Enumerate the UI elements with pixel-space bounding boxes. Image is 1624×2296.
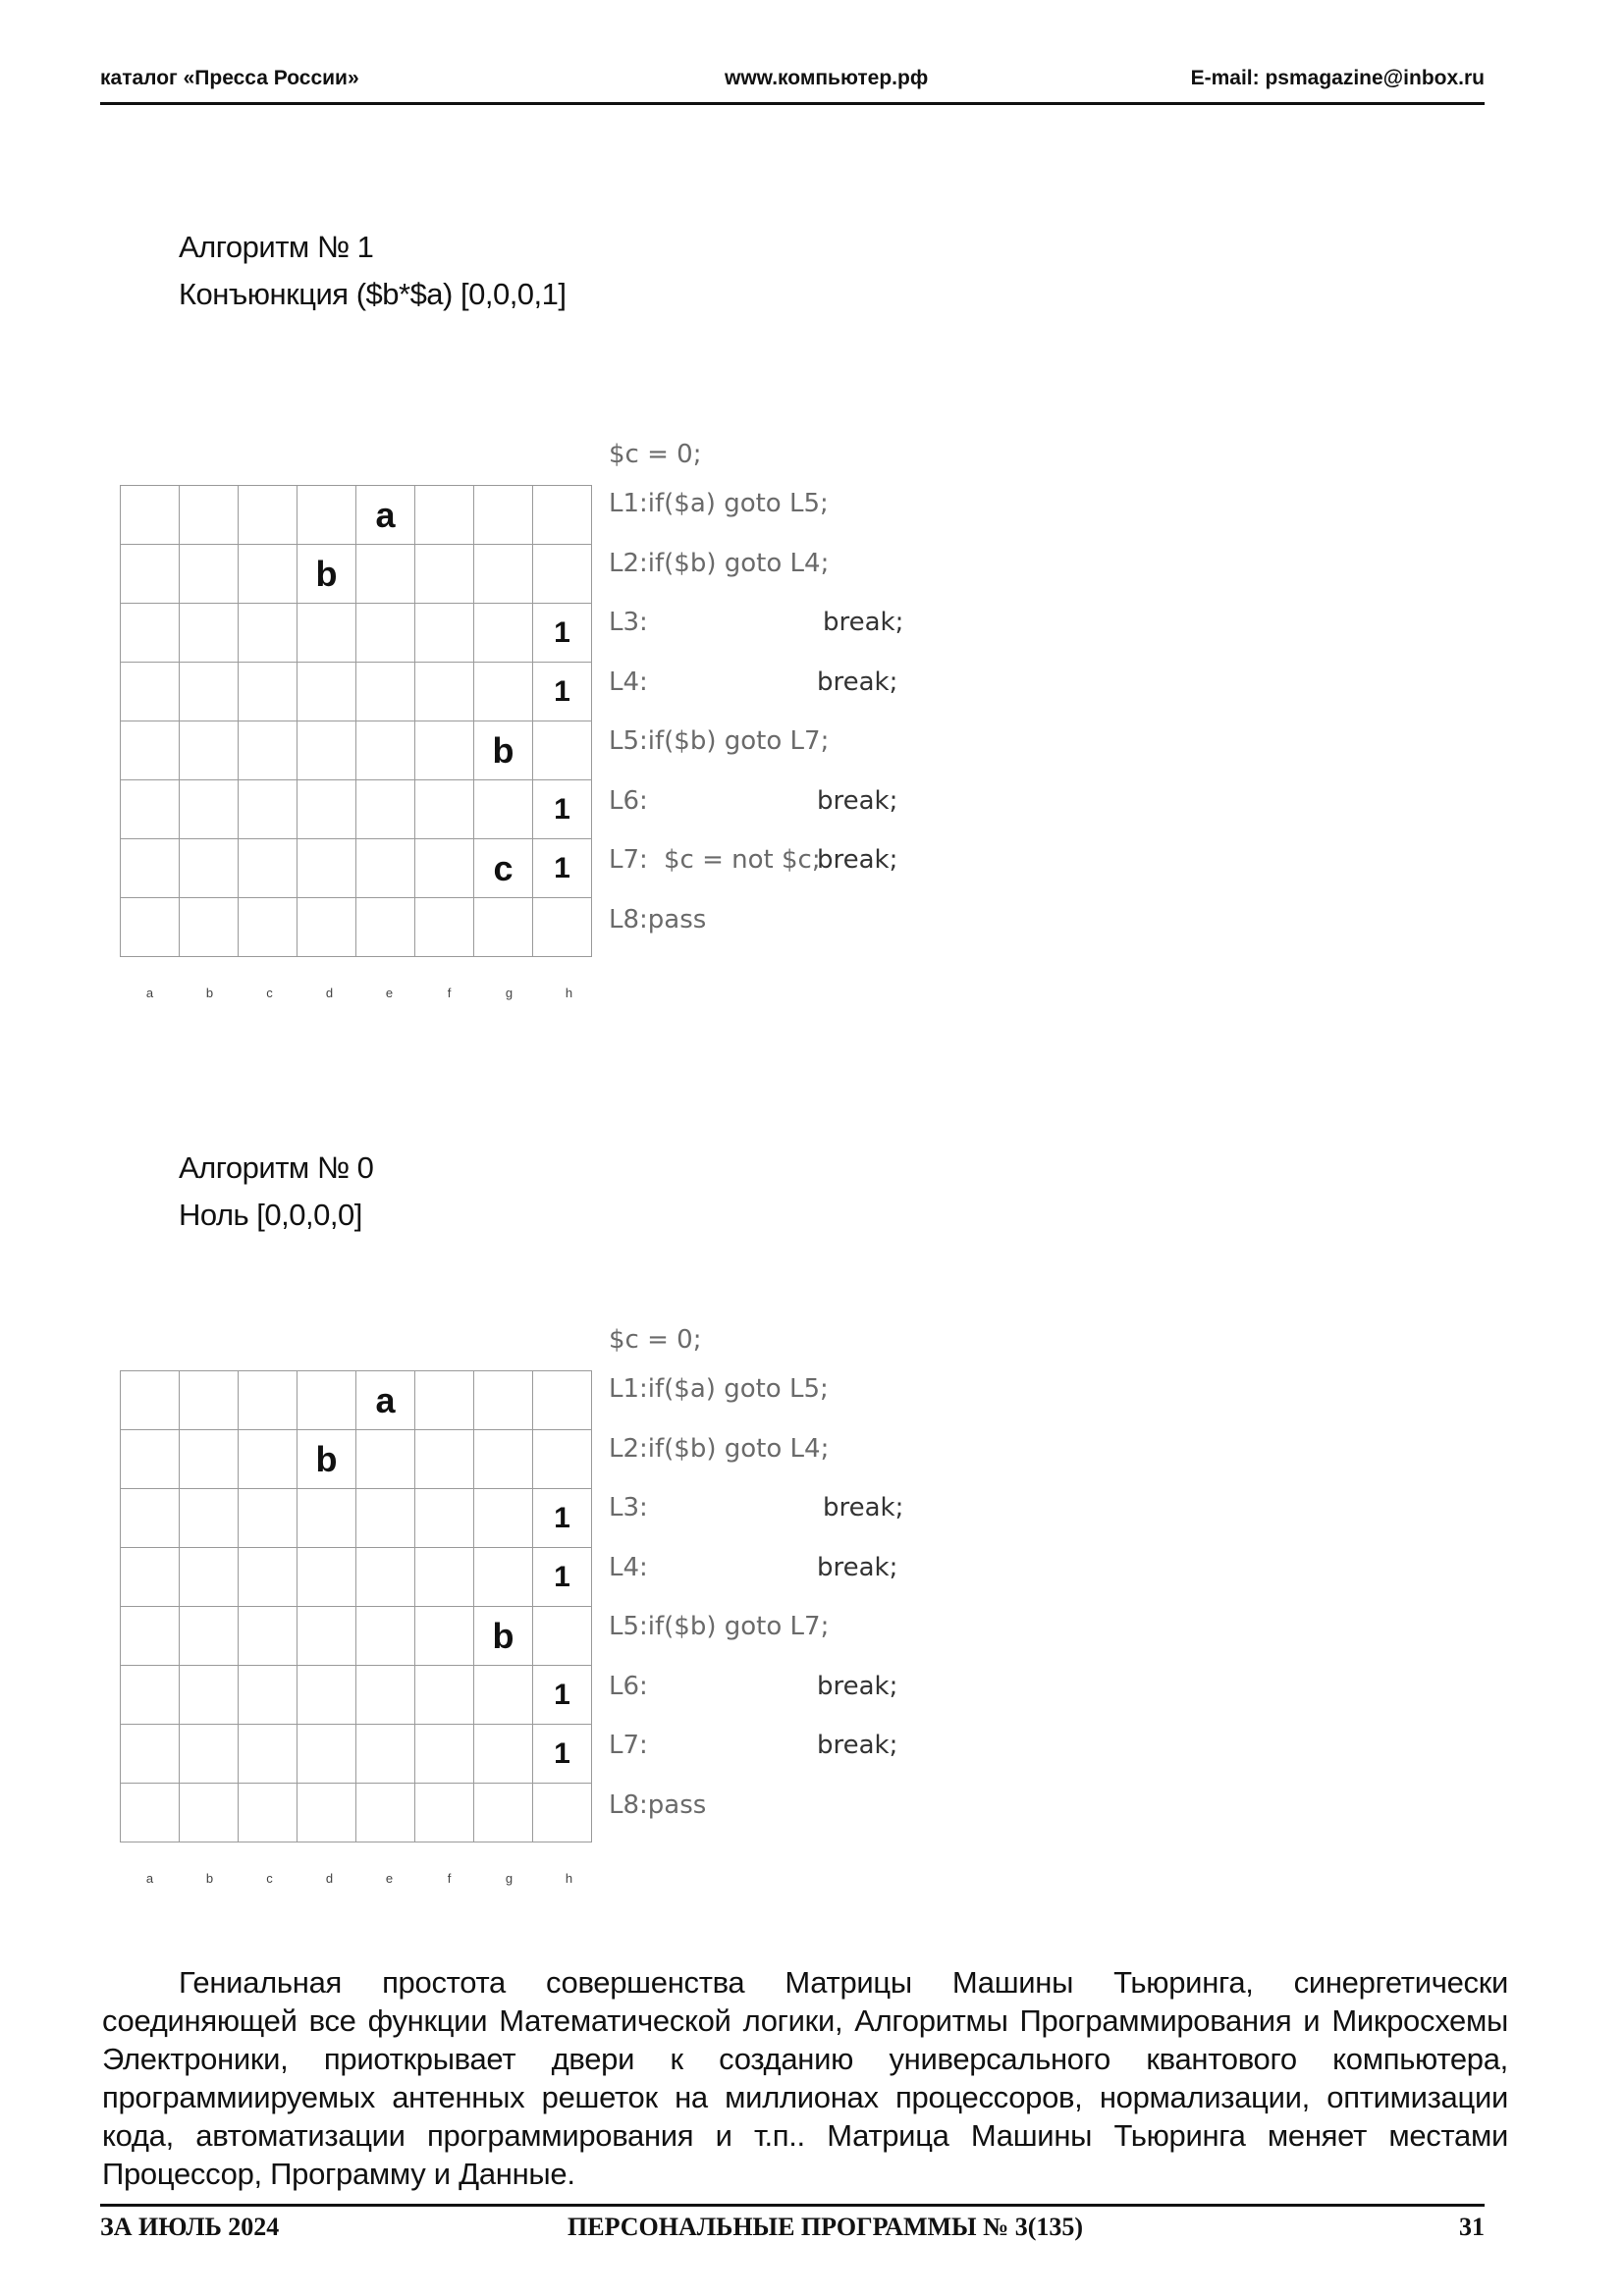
matrix-cell [356, 898, 415, 957]
code-line-action: break; [817, 1731, 898, 1760]
matrix-row [121, 486, 592, 545]
matrix-cell: 1 [533, 780, 592, 839]
matrix-cell [121, 486, 180, 545]
matrix-row [121, 1725, 592, 1784]
matrix-cell [298, 1489, 356, 1548]
matrix-cell [298, 1371, 356, 1430]
matrix-cell [415, 486, 474, 545]
matrix-cell [239, 1666, 298, 1725]
matrix-cell [121, 898, 180, 957]
matrix-cell [474, 1489, 533, 1548]
matrix-cell: b [474, 1607, 533, 1666]
matrix-cell: b [474, 721, 533, 780]
code-line [609, 726, 962, 766]
matrix-cell [180, 604, 239, 663]
column-label: b [205, 986, 214, 1000]
column-label: d [325, 986, 334, 1000]
code-line-action: break; [817, 785, 898, 816]
column-label: c [266, 1871, 273, 1886]
matrix-cell [356, 780, 415, 839]
matrix-cell [415, 663, 474, 721]
column-label: e [385, 1871, 394, 1886]
matrix-row [121, 604, 592, 663]
code-line-label: L2:if($b) goto L4; [609, 548, 830, 578]
matrix-cell [415, 898, 474, 957]
code-line [609, 905, 962, 944]
code-line-action: break; [817, 667, 898, 697]
column-label: f [447, 986, 452, 1000]
matrix-cell [298, 663, 356, 721]
code-line-statement: $c = not $c; [664, 845, 821, 875]
matrix-cell [298, 1725, 356, 1784]
matrix-cell [415, 1666, 474, 1725]
algorithm0-subtitle: Ноль [0,0,0,0] [179, 1198, 362, 1232]
matrix-cell [356, 1607, 415, 1666]
matrix-cell: 1 [533, 663, 592, 721]
code-line-label: L1:if($a) goto L5; [609, 1374, 829, 1404]
matrix-cell: 1 [533, 839, 592, 898]
header-catalog: каталог «Пресса России» [100, 67, 359, 89]
matrix-cell [121, 1784, 180, 1842]
matrix-cell [239, 1607, 298, 1666]
matrix-row [121, 1430, 592, 1489]
matrix-row [121, 1666, 592, 1725]
matrix-cell [474, 1784, 533, 1842]
code-init-line: $c = 0; [609, 1325, 702, 1355]
code-line-label: L1:if($a) goto L5; [609, 489, 829, 518]
matrix-cell [298, 1607, 356, 1666]
code-line [609, 1731, 962, 1770]
algorithm1-matrix [120, 485, 592, 957]
code-line [609, 1612, 962, 1651]
matrix-row [121, 721, 592, 780]
matrix-cell [415, 545, 474, 604]
column-label: h [565, 1871, 573, 1886]
column-label: b [205, 1871, 214, 1886]
matrix-cell [239, 663, 298, 721]
matrix-cell [180, 1725, 239, 1784]
code-line-label: L4: [609, 1552, 648, 1582]
matrix-cell [533, 1430, 592, 1489]
code-line [609, 608, 962, 647]
matrix-cell [239, 545, 298, 604]
matrix-cell [180, 1430, 239, 1489]
matrix-cell [121, 1489, 180, 1548]
matrix-cell [121, 839, 180, 898]
matrix-row [121, 545, 592, 604]
matrix-cell [415, 721, 474, 780]
matrix-cell: 1 [533, 604, 592, 663]
code-line [609, 489, 962, 528]
matrix-cell: a [356, 1371, 415, 1430]
matrix-cell [180, 1607, 239, 1666]
code-line [609, 1493, 962, 1532]
code-line-action: break; [823, 608, 904, 637]
matrix-cell [415, 1548, 474, 1607]
code-line [609, 1434, 962, 1473]
matrix-cell [121, 1430, 180, 1489]
algorithm0-heading [179, 1145, 373, 1239]
algorithm0-title: Алгоритм № 0 [179, 1150, 374, 1185]
matrix-cell [356, 545, 415, 604]
code-line-action: break; [823, 1493, 904, 1522]
matrix-cell: b [298, 1430, 356, 1489]
matrix-cell [415, 1371, 474, 1430]
matrix-cell [298, 1548, 356, 1607]
matrix-cell [180, 1371, 239, 1430]
matrix-cell [356, 604, 415, 663]
matrix-cell [180, 1666, 239, 1725]
matrix-cell [180, 839, 239, 898]
matrix-cell [474, 898, 533, 957]
matrix-cell [356, 1430, 415, 1489]
matrix-cell [121, 1607, 180, 1666]
code-line-label: L5:if($b) goto L7; [609, 726, 830, 756]
matrix-cell [180, 663, 239, 721]
matrix-cell [180, 780, 239, 839]
matrix-cell [121, 721, 180, 780]
matrix-cell [121, 545, 180, 604]
matrix-cell [298, 604, 356, 663]
matrix-cell [356, 1548, 415, 1607]
header-website: www.компьютер.рф [725, 67, 929, 89]
matrix-row [121, 1371, 592, 1430]
code-line-action: break; [817, 845, 898, 875]
matrix-cell [239, 486, 298, 545]
column-label: f [447, 1871, 452, 1886]
matrix-cell [121, 1725, 180, 1784]
matrix-cell: c [474, 839, 533, 898]
matrix-cell [474, 1725, 533, 1784]
matrix-cell [239, 1489, 298, 1548]
matrix-cell [533, 721, 592, 780]
matrix-cell [415, 1607, 474, 1666]
matrix-cell [298, 898, 356, 957]
matrix-cell [356, 663, 415, 721]
column-label: h [565, 986, 573, 1000]
column-label: e [385, 986, 394, 1000]
matrix-cell [121, 1548, 180, 1607]
matrix-cell [239, 604, 298, 663]
matrix-cell [180, 545, 239, 604]
page-header [100, 63, 1485, 105]
code-line [609, 1374, 962, 1414]
matrix-cell [474, 1430, 533, 1489]
matrix-cell [239, 1548, 298, 1607]
matrix-cell [298, 839, 356, 898]
matrix-cell [180, 486, 239, 545]
algorithm0-matrix [120, 1370, 592, 1842]
matrix-cell [239, 1371, 298, 1430]
matrix-cell [474, 545, 533, 604]
matrix-cell [415, 604, 474, 663]
column-label: d [325, 1871, 334, 1886]
code-line-label: L2:if($b) goto L4; [609, 1433, 830, 1464]
algorithm1-title: Алгоритм № 1 [179, 230, 374, 264]
code-line [609, 549, 962, 588]
matrix-cell [415, 839, 474, 898]
matrix-cell [239, 839, 298, 898]
matrix-cell [239, 721, 298, 780]
matrix-cell [239, 780, 298, 839]
matrix-cell [415, 1784, 474, 1842]
matrix-row [121, 780, 592, 839]
matrix-cell [415, 1725, 474, 1784]
column-label: c [266, 986, 273, 1000]
matrix-cell [533, 1607, 592, 1666]
matrix-row [121, 898, 592, 957]
matrix-cell [356, 1666, 415, 1725]
code-line-label: L6: [609, 1671, 648, 1701]
matrix-cell [121, 663, 180, 721]
matrix-row [121, 839, 592, 898]
matrix-cell: a [356, 486, 415, 545]
matrix-cell: 1 [533, 1489, 592, 1548]
matrix-cell [239, 1430, 298, 1489]
body-paragraph: Гениальная простота совершенства Матрицы Машины Тьюринга, синергетически соединяющей все функции Математической логики, Алгоритмы Программирования и Микросхемы Электроники, приоткрывает двери к созданию универсального квантового компьютера, программиируемых антенных решеток на миллионах процессоров, нормализации, оптимизации кода, автоматизации программирования и т.п.. Матрица Машины Тьюринга меняет местами Процессор, Программу и Данные. [102, 1965, 1508, 2191]
code-line [609, 1672, 962, 1711]
matrix-cell [474, 1548, 533, 1607]
code-line-label: L6: [609, 785, 648, 816]
algorithm1-subtitle: Конъюнкция ($b*$a) [0,0,0,1] [179, 277, 567, 311]
column-label: a [145, 986, 154, 1000]
matrix-cell [239, 1784, 298, 1842]
code-line [609, 845, 962, 884]
code-line-label: L3: [609, 608, 648, 637]
matrix-cell [121, 1666, 180, 1725]
matrix-cell [298, 1784, 356, 1842]
code-line [609, 667, 962, 707]
code-init-line: $c = 0; [609, 440, 702, 469]
matrix-cell [533, 1784, 592, 1842]
code-line-label: L8:pass [609, 904, 707, 934]
matrix-cell [121, 780, 180, 839]
matrix-row [121, 663, 592, 721]
footer-magazine-title: ПЕРСОНАЛЬНЫЕ ПРОГРАММЫ № 3(135) [568, 2213, 1084, 2241]
column-label: a [145, 1871, 154, 1886]
code-line-label: L7: [609, 1731, 648, 1760]
matrix-cell [356, 721, 415, 780]
matrix-cell [180, 721, 239, 780]
matrix-row [121, 1784, 592, 1842]
matrix-cell [180, 1489, 239, 1548]
matrix-cell [474, 663, 533, 721]
algorithm1-heading [179, 224, 567, 318]
code-line [609, 1790, 962, 1830]
matrix-cell: b [298, 545, 356, 604]
code-line-action: break; [817, 1671, 898, 1701]
matrix-cell [298, 1666, 356, 1725]
matrix-cell [474, 604, 533, 663]
matrix-cell [415, 1430, 474, 1489]
matrix-cell [533, 898, 592, 957]
matrix-cell [298, 780, 356, 839]
matrix-cell [415, 1489, 474, 1548]
matrix-cell [533, 1371, 592, 1430]
code-line-label: L8:pass [609, 1789, 707, 1820]
code-line-label: L3: [609, 1493, 648, 1522]
matrix-cell [474, 780, 533, 839]
matrix-cell [298, 486, 356, 545]
header-email: E-mail: psmagazine@inbox.ru [1190, 67, 1485, 89]
matrix-cell [180, 1784, 239, 1842]
column-label: g [505, 986, 514, 1000]
matrix-cell: 1 [533, 1666, 592, 1725]
matrix-cell [533, 545, 592, 604]
matrix-cell [533, 486, 592, 545]
code-line-action: break; [817, 1552, 898, 1582]
matrix-cell [121, 604, 180, 663]
matrix-cell: 1 [533, 1725, 592, 1784]
matrix-cell: 1 [533, 1548, 592, 1607]
page-footer [100, 2204, 1485, 2246]
code-line [609, 786, 962, 826]
column-label: g [505, 1871, 514, 1886]
matrix-cell [239, 898, 298, 957]
matrix-cell [356, 1489, 415, 1548]
code-line [609, 1553, 962, 1592]
matrix-cell [415, 780, 474, 839]
footer-issue-date: ЗА ИЮЛЬ 2024 [100, 2213, 280, 2241]
matrix-cell [239, 1725, 298, 1784]
matrix-cell [180, 898, 239, 957]
matrix-row [121, 1489, 592, 1548]
matrix-cell [356, 1725, 415, 1784]
matrix-cell [474, 1666, 533, 1725]
matrix-cell [180, 1548, 239, 1607]
code-line-label: L5:if($b) goto L7; [609, 1612, 830, 1641]
matrix-cell [356, 1784, 415, 1842]
matrix-cell [356, 839, 415, 898]
matrix-cell [121, 1371, 180, 1430]
matrix-cell [474, 1371, 533, 1430]
code-line-label: L4: [609, 667, 648, 697]
matrix-row [121, 1548, 592, 1607]
matrix-cell [298, 721, 356, 780]
page-number: 31 [1459, 2213, 1485, 2241]
code-line-label: L7: [609, 845, 648, 875]
matrix-row [121, 1607, 592, 1666]
matrix-cell [474, 486, 533, 545]
